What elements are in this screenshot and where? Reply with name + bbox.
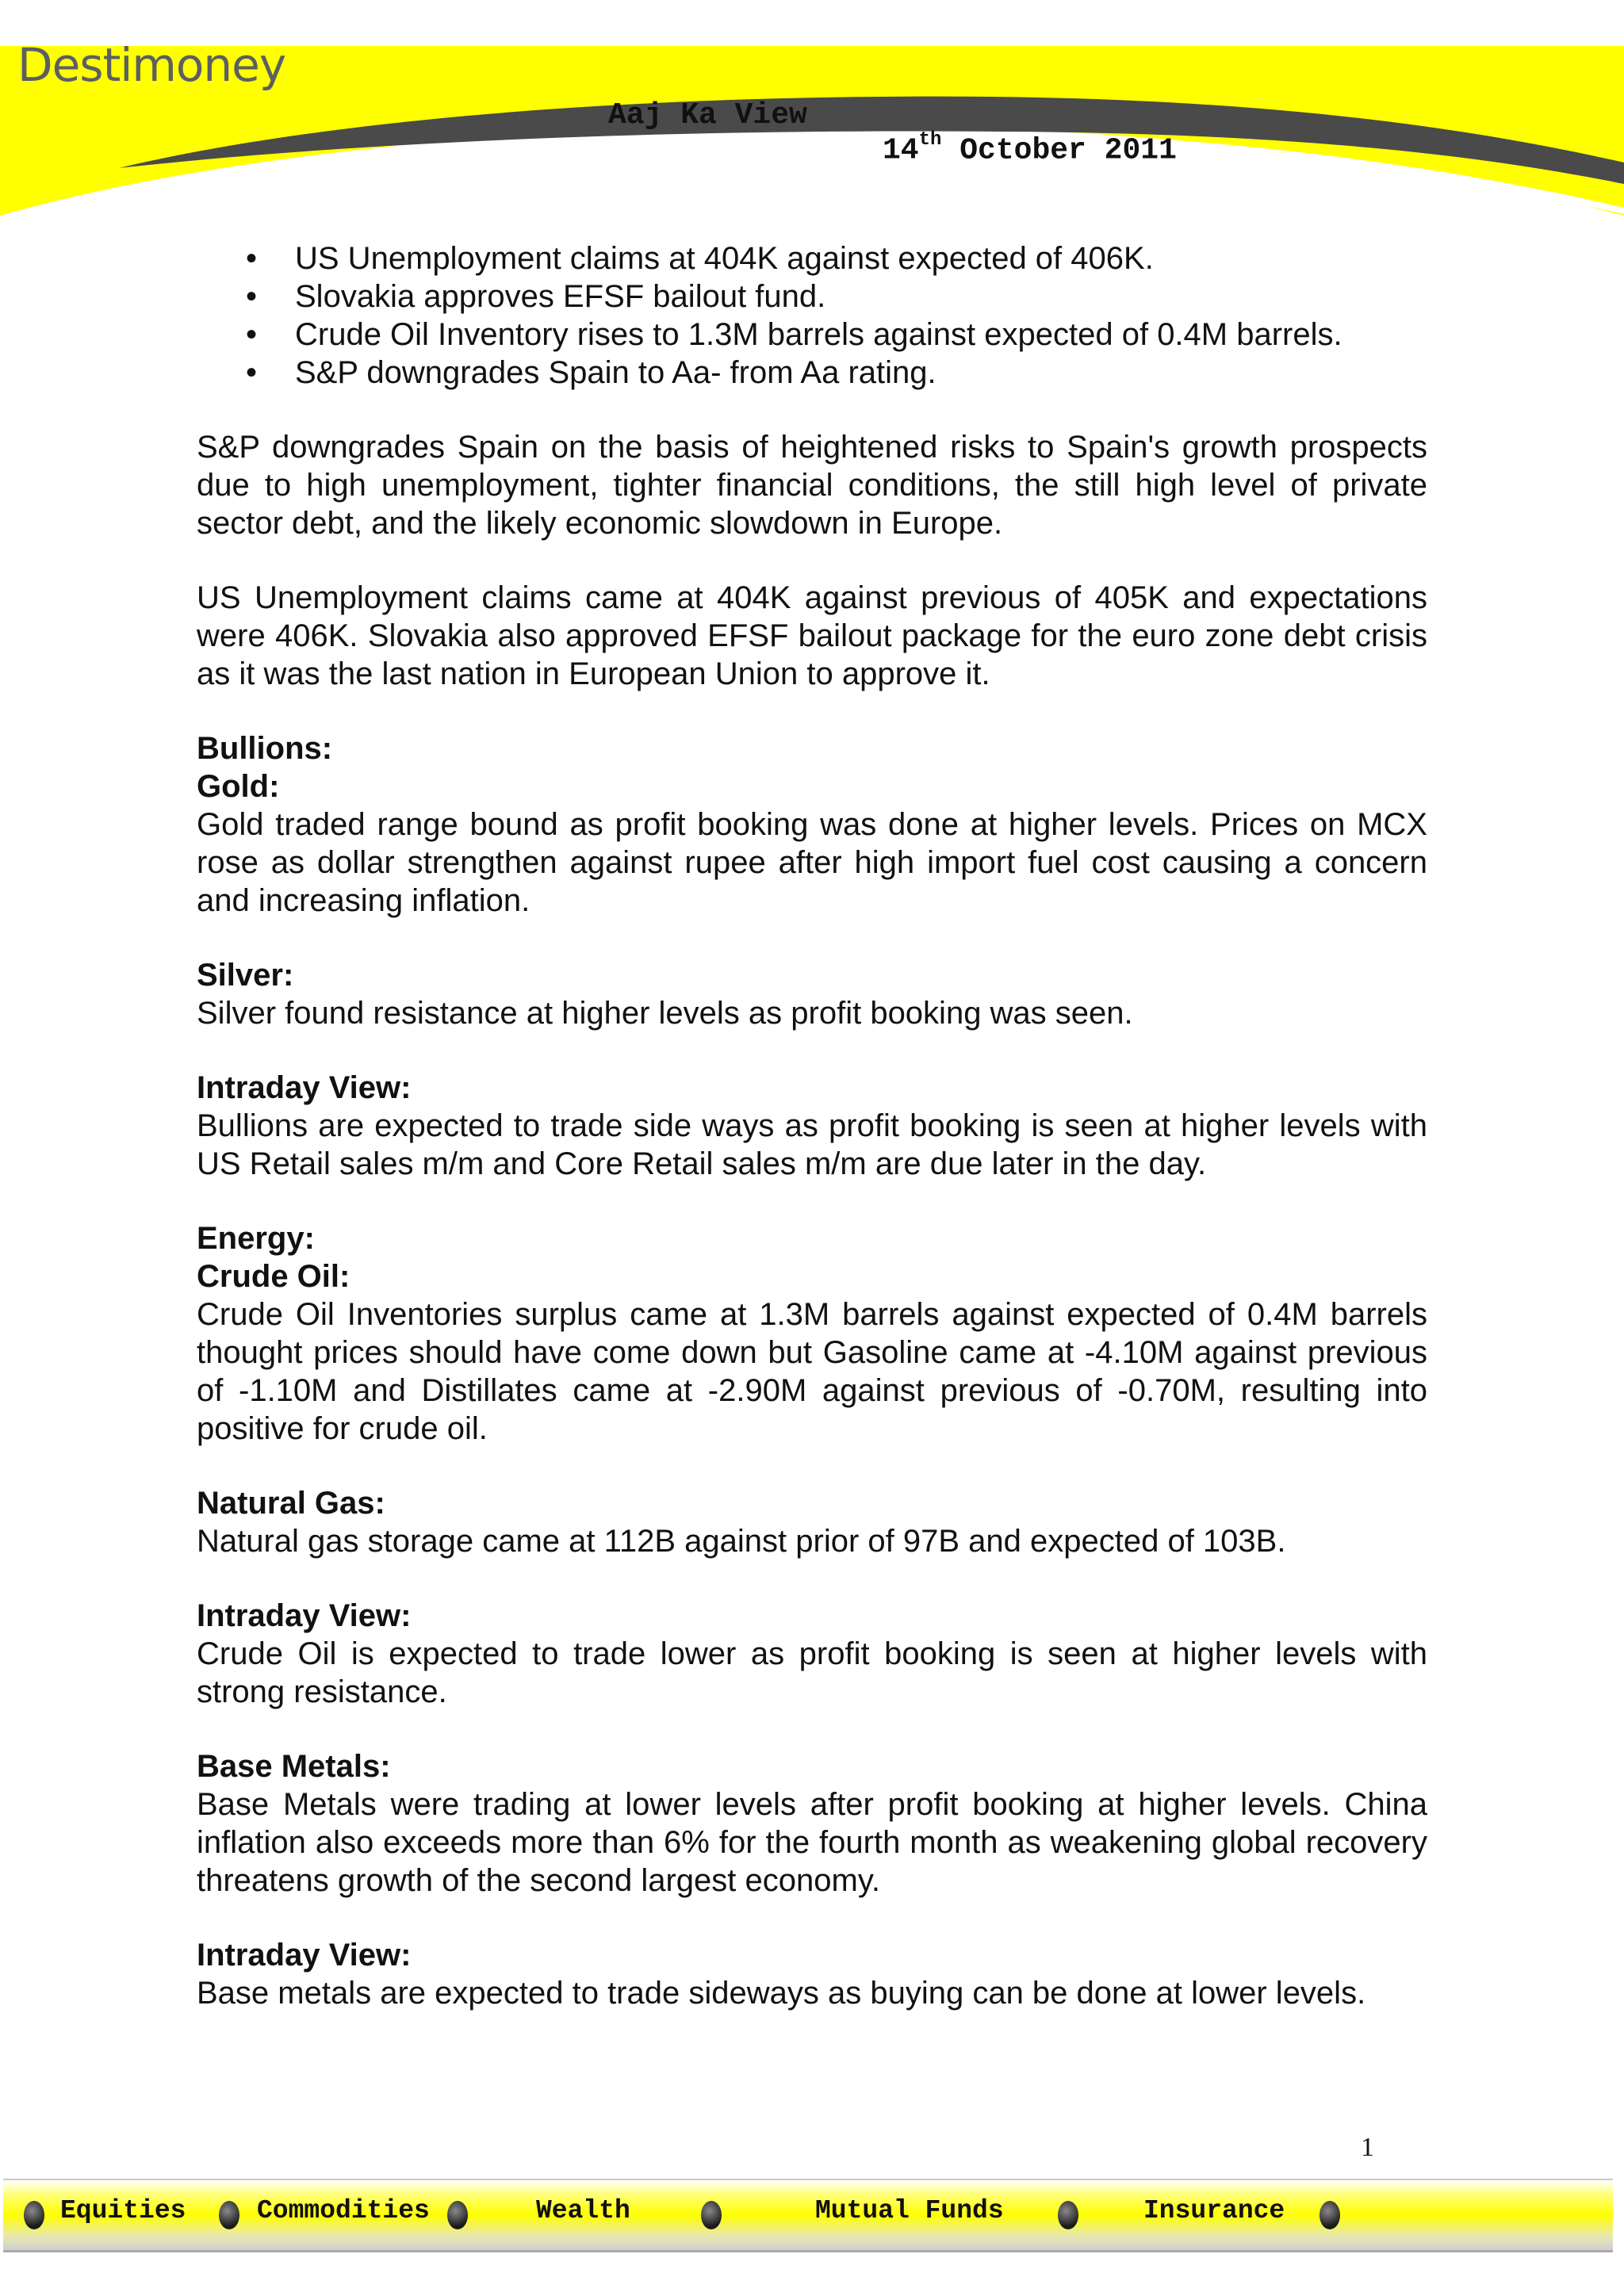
energy-intraday-text: Crude Oil is expected to trade lower as profit booking is seen at higher levels with strong resistance. (197, 1636, 1427, 1709)
footer-link-mutual-funds[interactable]: Mutual Funds (815, 2196, 1004, 2225)
highlight-item: • S&P downgrades Spain to Aa- from Aa rating. (197, 354, 1427, 392)
report-date-suffix: th (918, 129, 942, 151)
silver-heading: Silver: (197, 958, 294, 993)
footer-bar (3, 2179, 1613, 2252)
natural-gas-section (197, 1484, 1427, 1560)
bullet-dot-icon (447, 2201, 468, 2229)
highlight-item: • US Unemployment claims at 404K against expected of 406K. (197, 239, 1427, 277)
footer-link-wealth[interactable]: Wealth (536, 2196, 630, 2225)
bullet-dot-icon (1320, 2201, 1340, 2229)
gold-text: Gold traded range bound as profit booking was done at higher levels. Prices on MCX rose as dollar strengthen against rupee after high import fuel cost causing a concern and increasing inflation. (197, 807, 1427, 918)
bullions-intraday-section (197, 1069, 1427, 1183)
silver-text: Silver found resistance at higher levels as profit booking was seen. (197, 996, 1133, 1031)
bullions-gold-section (197, 729, 1427, 920)
bullions-intraday-text: Bullions are expected to trade side ways as profit booking is seen at higher levels with US Retail sales m/m and Core Retail sales m/m are due later in the day. (197, 1108, 1427, 1181)
bullet-dot-icon (1058, 2201, 1078, 2229)
base-metals-heading: Base Metals: (197, 1749, 391, 1784)
page-number: 1 (1361, 2133, 1374, 2162)
bullions-intraday-heading: Intraday View: (197, 1070, 412, 1105)
intro-paragraph-unemployment: US Unemployment claims came at 404K against previous of 405K and expectations were 406K. Slovakia also approved EFSF bailout package for the euro zone debt crisis as it was the last nation in European Union to approve it. (197, 580, 1427, 691)
report-date (883, 129, 1177, 168)
report-body (197, 239, 1427, 2049)
highlight-item: • Slovakia approves EFSF bailout fund. (197, 277, 1427, 316)
energy-crude-section (197, 1219, 1427, 1448)
bullet-dot-icon (701, 2201, 722, 2229)
bullet-dot-icon (24, 2201, 44, 2229)
base-metals-text: Base Metals were trading at lower levels after profit booking at higher levels. China inflation also exceeds more than 6% for the fourth month as weakening global recovery threatens growth of the second largest economy. (197, 1787, 1427, 1898)
energy-heading: Energy: (197, 1221, 315, 1256)
destimoney-logo: Destimoney (17, 38, 286, 92)
silver-section (197, 956, 1427, 1032)
base-metals-intraday-text: Base metals are expected to trade sideways as buying can be done at lower levels. (197, 1976, 1366, 2011)
report-date-rest: October 2011 (941, 133, 1177, 168)
highlight-item: • Crude Oil Inventory rises to 1.3M barrels against expected of 0.4M barrels. (197, 316, 1427, 354)
footer-link-equities[interactable]: Equities (60, 2196, 186, 2225)
crude-oil-text: Crude Oil Inventories surplus came at 1.3M barrels against expected of 0.4M barrels thought prices should have come down but Gasoline came at -4.10M against previous of -1.10M and Distillates came at -2.90M against previous of -0.70M, resulting into positive for crude oil. (197, 1297, 1427, 1446)
natural-gas-heading: Natural Gas: (197, 1486, 385, 1521)
footer-link-commodities[interactable]: Commodities (257, 2196, 430, 2225)
natural-gas-text: Natural gas storage came at 112B against prior of 97B and expected of 103B. (197, 1524, 1286, 1559)
gold-heading: Gold: (197, 769, 280, 804)
energy-intraday-section (197, 1597, 1427, 1711)
bullions-heading: Bullions: (197, 731, 333, 766)
base-metals-intraday-section (197, 1936, 1427, 2012)
footer-link-insurance[interactable]: Insurance (1143, 2196, 1285, 2225)
base-metals-section (197, 1747, 1427, 1900)
header-band (0, 0, 1624, 222)
bullet-dot-icon (219, 2201, 239, 2229)
highlights-list (197, 239, 1427, 392)
report-title: Aaj Ka View (608, 98, 807, 132)
energy-intraday-heading: Intraday View: (197, 1598, 412, 1633)
intro-paragraph-spain: S&P downgrades Spain on the basis of heightened risks to Spain's growth prospects due to high unemployment, tighter financial conditions, the still high level of private sector debt, and the likely economic slowdown in Europe. (197, 430, 1427, 541)
report-date-day: 14 (883, 133, 919, 168)
crude-oil-heading: Crude Oil: (197, 1259, 350, 1294)
base-metals-intraday-heading: Intraday View: (197, 1938, 412, 1973)
